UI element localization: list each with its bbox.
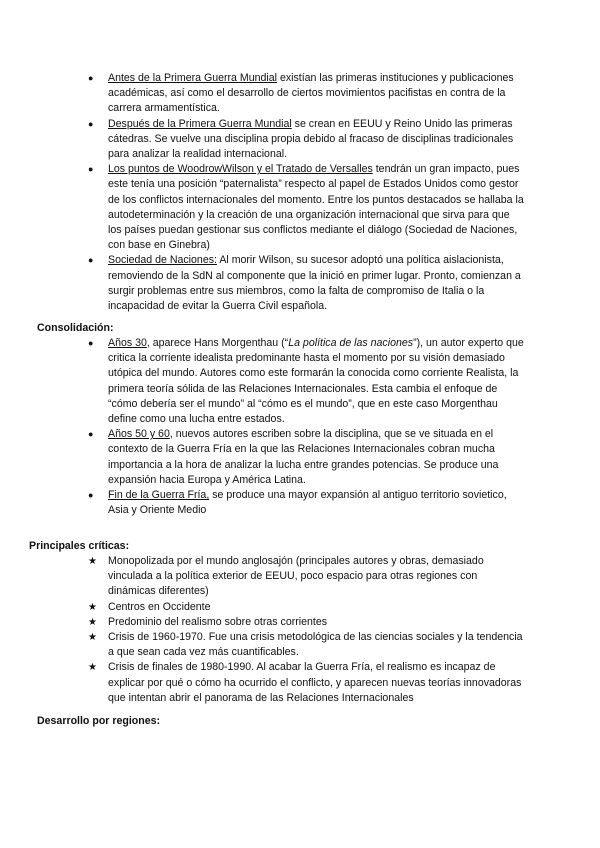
underlined-term: Antes de la Primera Guerra Mundial: [108, 72, 277, 84]
list-item: [88, 488, 526, 518]
section-heading-regiones: Desarrollo por regiones:: [37, 715, 161, 727]
list-item: [88, 253, 526, 314]
bullet-icon: ●: [88, 73, 94, 83]
underlined-term: Después de la Primera Guerra Mundial: [108, 117, 292, 130]
underlined-term: Fin de la Guerra Fría,: [108, 489, 210, 502]
star-icon: ★: [88, 616, 97, 628]
item-text: Al morir Wilson, su sucesor adoptó una política aislacionista, removiendo de la SdN al componente que la inició en primer lugar. Pronto, comienzan a surgir problemas entre sus miembros, como la falta de compromiso de Italia o la incapacidad de evitar la Guerra Civil española.: [108, 254, 521, 313]
item-text: Centros en Occidente: [108, 600, 211, 613]
bullet-icon: ●: [88, 164, 94, 175]
underlined-term: Sociedad de Naciones:: [108, 254, 217, 267]
item-text: Crisis de 1960-1970. Fue una crisis metodológica de las ciencias sociales y la tendencia a que sean cada vez más cuantificables.: [108, 631, 523, 659]
star-icon: ★: [88, 662, 97, 674]
section-heading-criticas: Principales críticas:: [29, 540, 130, 552]
bullet-icon: ●: [88, 338, 94, 348]
item-text: , aparece Hans Morgenthau (“: [146, 337, 289, 349]
item-text: , nuevos autores escriben sobre la disciplina, que se ve situada en el contexto de la Guerra Fría en la que las Relaciones Internacionales cobran mucha importancia a la hora de analizar la lucha entre grandes potencias. Se produce una expansión hacia Europa y América Latina.: [108, 428, 499, 486]
list-item: [88, 600, 526, 615]
underlined-term: Años 50 y 60: [108, 428, 170, 441]
criticism-list: [88, 554, 526, 706]
bullet-icon: ●: [88, 118, 94, 129]
list-item: [88, 615, 526, 630]
list-item: [88, 71, 526, 117]
item-text: se produce una mayor expansión al antiguo territorio sovietico, Asia y Oriente Medio: [108, 489, 507, 517]
list-item: [88, 630, 526, 660]
history-list: [88, 71, 526, 314]
list-item: [88, 117, 526, 163]
underlined-term: Los puntos de WoodrowWilson y el Tratado de Versalles: [108, 163, 373, 176]
bullet-icon: ●: [88, 255, 94, 266]
bullet-icon: ●: [88, 490, 94, 501]
item-text: ”), un autor experto que critica la corriente idealista predominante hasta el momento por su visión demasiado utópica del mundo. Autores como este formarán la conocida como corriente Realista, la primera teoría sólida de las Relaciones Internacionales. Esta cambia el enfoque de “cómo debería ser el mundo” al “cómo es el mundo”, que en este caso Morgenthau define como una lucha entre estados.: [108, 337, 524, 426]
star-icon: ★: [88, 556, 97, 567]
section-heading-consolidacion: Consolidación:: [37, 322, 114, 334]
list-item: [88, 336, 526, 427]
bullet-icon: ●: [88, 429, 94, 440]
item-text: Predominio del realismo sobre otras corrientes: [108, 615, 328, 628]
item-text: Monopolizada por el mundo anglosajón (principales autores y obras, demasiado vinculada a la política exterior de EEUU, poco espacio para otras regiones con dinámicas diferentes): [108, 555, 484, 598]
item-text: existían las primeras instituciones y publicaciones académicas, así como el desarrollo de ciertos movimientos pacifistas en contra de la carrera armamentística.: [108, 72, 514, 115]
book-title: La política de las naciones: [288, 337, 414, 349]
underlined-term: Años 30: [108, 337, 147, 349]
star-icon: ★: [88, 601, 97, 613]
star-icon: ★: [88, 632, 97, 644]
list-item: [88, 427, 526, 488]
consolidation-list: [88, 336, 526, 518]
list-item: [88, 660, 526, 706]
item-text: se crean en EEUU y Reino Unido las primeras cátedras. Se vuelve una disciplina propia debido al fracaso de disciplinas tradicionales para analizar la realidad internacional.: [108, 117, 514, 161]
item-text: Crisis de finales de 1980-1990. Al acabar la Guerra Fría, el realismo es incapaz de explicar por qué o cómo ha ocurrido el conflicto, y aparecen nuevas teorías innovadoras que intentan abrir el panorama de las Relaciones Internacionales: [108, 661, 522, 704]
list-item: [88, 162, 526, 253]
item-text: tendrán un gran impacto, pues este tenía una posición “paternalista” respecto al papel de Estados Unidos como gestor de los conflictos internacionales del momento. Entre los puntos destacados se hallaba la autodeterminación y la creación de una organización internacional que sirva para que los países puedan gestionar sus conflictos mediante el diálogo (Sociedad de Naciones, con base en Ginebra): [108, 163, 524, 252]
list-item: [88, 554, 526, 600]
